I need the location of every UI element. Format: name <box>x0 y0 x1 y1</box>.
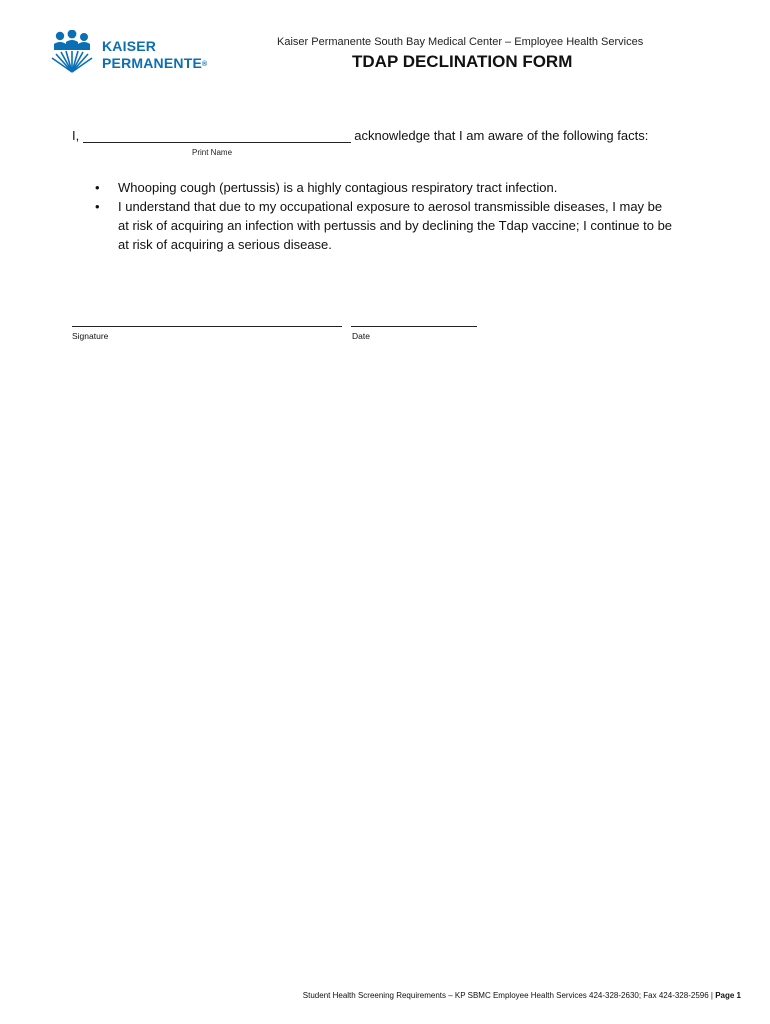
footer-text: Student Health Screening Requirements – KP SBMC Employee Health Services 424-328-2630; Fax 424-328-2596 | <box>302 991 713 1000</box>
page-number: Page 1 <box>715 991 741 1000</box>
date-label: Date <box>352 331 370 341</box>
bullet-icon: • <box>95 180 100 195</box>
signature-field[interactable] <box>72 326 342 327</box>
acknowledgement-statement <box>72 128 648 143</box>
page-footer <box>303 991 741 1000</box>
list-item <box>95 178 675 197</box>
ack-suffix: acknowledge that I am aware of the following facts: <box>354 128 649 143</box>
header-subtitle: Kaiser Permanente South Bay Medical Center – Employee Health Services <box>277 36 644 48</box>
list-item <box>95 197 675 254</box>
logo-line2: PERMANENTE® <box>102 55 208 71</box>
facts-list <box>95 178 675 254</box>
signature-label: Signature <box>72 331 109 341</box>
fact-text: I understand that due to my occupational exposure to aerosol transmissible diseases, I may be at risk of acquiring an infection with pertussis and by declining the Tdap vaccine; I continue to be at risk of acquiring a serious disease. <box>118 199 673 252</box>
form-title: TDAP DECLINATION FORM <box>352 52 573 71</box>
print-name-label: Print Name <box>192 148 233 157</box>
date-field[interactable] <box>351 326 477 327</box>
bullet-icon: • <box>95 199 100 214</box>
logo-line1: KAISER <box>102 38 157 54</box>
fact-text: Whooping cough (pertussis) is a highly contagious respiratory tract infection. <box>118 180 558 195</box>
ack-prefix: I, <box>72 128 80 143</box>
print-name-field[interactable] <box>83 128 351 143</box>
